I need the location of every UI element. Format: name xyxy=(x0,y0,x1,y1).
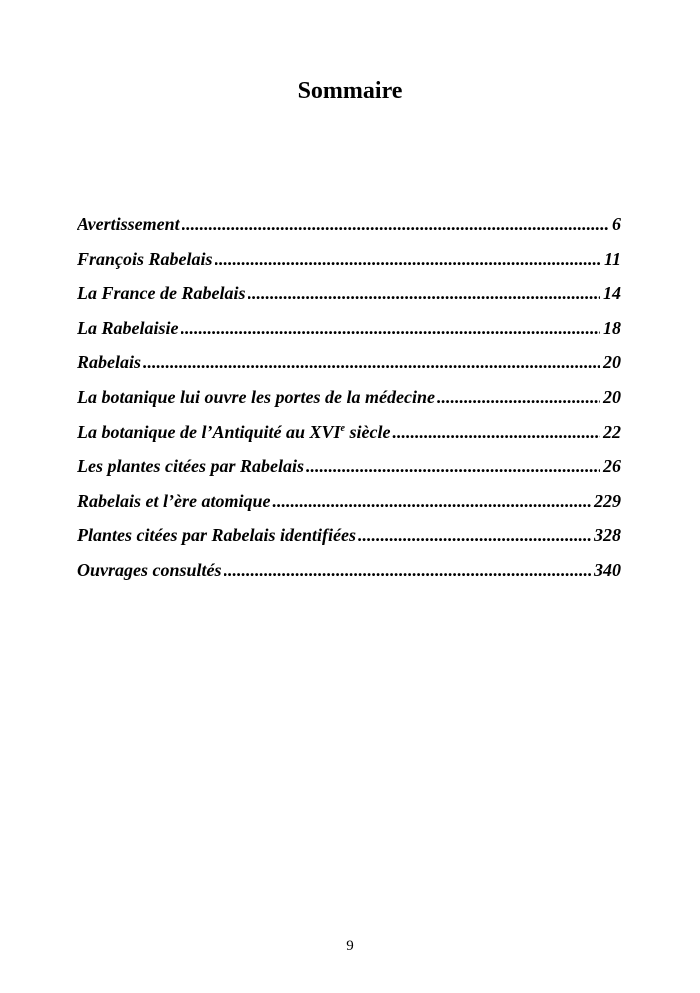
page-number: 9 xyxy=(346,938,354,954)
toc-entry[interactable] xyxy=(77,484,621,519)
toc-entry[interactable] xyxy=(77,311,621,346)
toc-leader-dots xyxy=(358,518,591,553)
toc-leader-dots xyxy=(437,380,600,415)
toc-entry-title: Avertissement xyxy=(77,214,180,234)
toc-leader-dots xyxy=(248,276,601,311)
toc-entry[interactable] xyxy=(77,518,621,553)
toc-entry-title: Plantes citées par Rabelais identifiées xyxy=(77,525,356,546)
page-title: Sommaire xyxy=(297,78,403,104)
toc-leader-dots xyxy=(306,449,600,484)
toc-leader-dots xyxy=(224,553,591,588)
toc-entry-page: 22 xyxy=(603,421,621,442)
toc-entry-title: Rabelais et l’ère atomique xyxy=(77,490,271,511)
toc-entry-title: Les plantes citées par Rabelais xyxy=(77,456,304,477)
toc-entry[interactable] xyxy=(77,415,621,450)
toc-entry-page: 328 xyxy=(594,525,621,546)
toc-entry-page: 18 xyxy=(603,317,621,338)
toc-entry[interactable] xyxy=(77,242,621,277)
toc-entry-page: 20 xyxy=(603,352,621,373)
toc-entry-title: La botanique lui ouvre les portes de la médecine xyxy=(77,386,435,407)
toc-entry[interactable] xyxy=(77,207,621,242)
toc-entry-page: 20 xyxy=(603,386,621,407)
table-of-contents xyxy=(77,207,621,588)
toc-entry-title: François Rabelais xyxy=(77,248,213,269)
toc-entry-page: 229 xyxy=(594,490,621,511)
toc-entry-title: Ouvrages consultés xyxy=(77,559,222,580)
toc-entry[interactable] xyxy=(77,380,621,415)
toc-entry-page: 26 xyxy=(603,456,621,477)
toc-entry-page: 6 xyxy=(612,214,621,234)
toc-entry[interactable] xyxy=(77,449,621,484)
toc-leader-dots xyxy=(182,207,609,242)
toc-entry-title: La botanique de l’Antiquité au XVIe siècle xyxy=(77,421,391,442)
toc-leader-dots xyxy=(272,484,591,519)
toc-entry[interactable] xyxy=(77,553,621,588)
toc-entry-page: 14 xyxy=(603,283,621,304)
toc-entry-title: La Rabelaisie xyxy=(77,317,179,338)
toc-entry[interactable] xyxy=(77,345,621,380)
toc-leader-dots xyxy=(392,415,600,450)
toc-entry-title: Rabelais xyxy=(77,352,142,373)
toc-entry-page: 340 xyxy=(594,559,621,580)
toc-entry-page: 11 xyxy=(603,248,621,269)
toc-leader-dots xyxy=(181,311,601,346)
toc-entry[interactable] xyxy=(77,276,621,311)
toc-leader-dots xyxy=(143,345,600,380)
superscript-e: e xyxy=(340,422,345,434)
toc-entry-title: La France de Rabelais xyxy=(77,283,246,304)
toc-leader-dots xyxy=(215,242,601,277)
